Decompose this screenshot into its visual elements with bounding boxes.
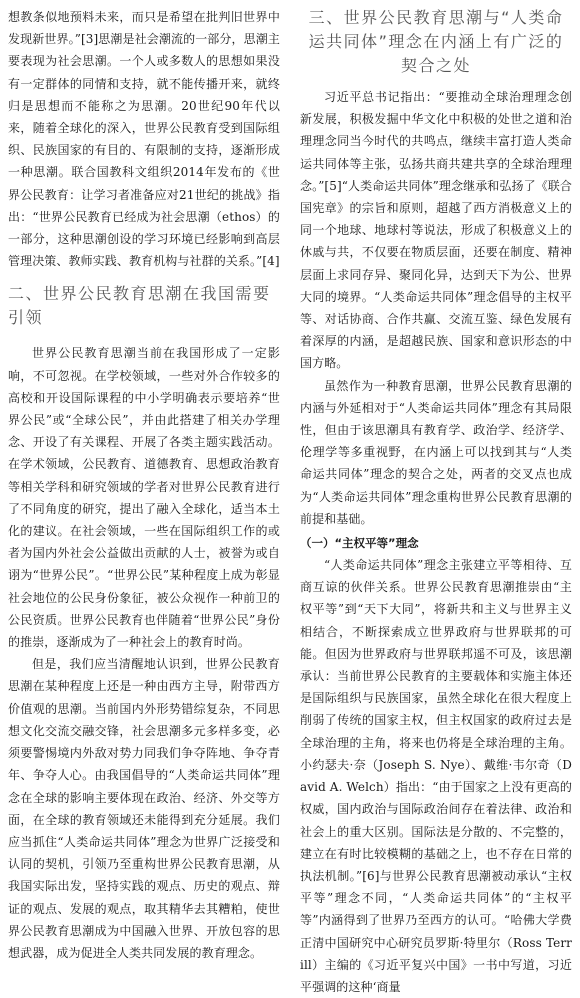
right-column bbox=[300, 6, 572, 998]
paragraph-ethos: 想教条似地预料未来，而只是希望在批判旧世界中发现新世界。”[3]思潮是社会潮流的一部分，思潮主要表现为社会思潮。一个人或多数人的思想如果没有一定群体的同情和支持，就不能传播开来，就终归是思想而不能称之为思潮。20世纪90年代以来，随着全球化的深入，世界公民教育受到国际组织、民族国家的有目的、有限制的支持，逐渐形成一种思潮。联合国教科文组织2014年发布的《世界公民教育：让学习者准备应对21世纪的挑战》指出：“世界公民教育已经成为社会思潮（ethos）的一部分，这种思潮创设的学习环境已经影响到高层管理决策、教师实践、教育机构与社群的关系。”[4] bbox=[8, 10, 280, 269]
subheading-sovereign-equality: （一）“主权平等”理念 bbox=[300, 536, 419, 551]
left-column bbox=[8, 6, 280, 964]
paragraph-sovereign-equality: “人类命运共同体”理念主张建立平等相待、互商互谅的伙伴关系。世界公民教育思潮推崇由“主权平等”到“天下大同”，将新共和主义与世界主义相结合，不断探索成立世界政府与世界联邦的可能。但因为世界政府与世界联邦遥不可及，该思潮承认：当前世界公民教育的主要载体和实施主体还是国际组织与民族国家，虽然全球化在很大程度上削弱了传统的国家主权，但主权国家的政府过去是全球治理的主角，将来也仍将是全球治理的主角。小约瑟夫·奈（Joseph S. Nye）、戴维·韦尔奇（David A. Welch）指出：“由于国家之上没有更高的权威，国内政治与国际政治间存在着法律、政治和社会上的重大区别。国际法是分散的、不完整的，建立在有时比较模糊的基础之上，也不存在日常的执法机制。”[6]与世界公民教育思潮被动承认“主权平等”理念不同，“人类命运共同体”的“主权平等”内涵得到了世界乃至西方的认可。“哈佛大学费正清中国研究中心研究员罗斯·特里尔（Ross Terrill）主编的《习近平复兴中国》一书中写道，习近平强调的这种‘商量 bbox=[300, 558, 572, 994]
paragraph-influence: 世界公民教育思潮当前在我国形成了一定影响，不可忽视。在学校领域，一些对外合作较多的高校和开设国际课程的中小学明确表示要培养“世界公民”或“全球公民”，并由此搭建了相关办学理念、开设了有关课程、开展了各类主题实践活动。在学术领域，公民教育、道德教育、思想政治教育等相关学科和研究领域的学者对世界公民教育进行了不同角度的研究，提出了融入全球化，适当本土化的建议。在社会领域，一些在国际组织工作的或者为国内外社会公益做出贡献的人士，被誉为或自诩为“世界公民”。“世界公民”某种程度上成为彰显社会地位的公民身份象征，被公众视作一种前卫的公民资质。世界公民教育也伴随着“世界公民”身份的推崇，逐渐成为了一种社会上的教育时尚。 bbox=[8, 346, 280, 650]
paragraph-guidance: 但是，我们应当清醒地认识到，世界公民教育思潮在某种程度上还是一种由西方主导，附带西方价值观的思潮。当前国内外形势错综复杂，不同思想文化交流交融交锋，社会思潮多元多样多变，必须要警惕境内外敌对势力同我们争夺阵地、争夺青年、争夺人心。由我国倡导的“人类命运共同体”理念在全球的影响主要体现在政治、经济、外交等方面，在全球的教育领域还未能得到充分延展。我们应当抓住“人类命运共同体”理念为世界广泛接受和认同的契机，引领乃至重构世界公民教育思潮，从我国实际出发，坚持实践的观点、历史的观点、辩证的观点、发展的观点，取其精华去其糟粕，使世界公民教育思潮成为中国融入世界、开放包容的思想武器，成为促进全人类共同发展的教育理念。 bbox=[8, 657, 280, 960]
paragraph-connotation: 虽然作为一种教育思潮，世界公民教育思潮的内涵与外延相对于“人类命运共同体”理念有其局限性，但由于该思潮具有教育学、政治学、经济学、伦理学等多重视野，在内涵上可以找到其与“人类命运共同体”理念的契合之处，两者的交叉点也成为“人类命运共同体”理念重构世界公民教育思潮的前提和基础。 bbox=[300, 378, 572, 526]
paragraph-xi-quote: 习近平总书记指出：“要推动全球治理理念创新发展，积极发掘中华文化中积极的处世之道和治理理念同当今时代的共鸣点，继续丰富打造人类命运共同体等主张，弘扬共商共建共享的全球治理理念。”[5]“人类命运共同体”理念继承和弘扬了《联合国宪章》的宗旨和原则，超越了西方消极意义上的同一个地球、地球村等说法，形成了积极意义上的休戚与共，不仅要在物质层面，还要在制度、精神层面上求同存异、聚同化异，达到天下为公、世界大同的境界。“人类命运共同体”理念倡导的主权平等、对话协商、合作共赢、交流互鉴、绿色发展有着深厚的内涵，是超越民族、国家和意识形态的中国方略。 bbox=[300, 90, 573, 371]
section-heading-2: 二、世界公民教育思潮在我国需要引领 bbox=[8, 284, 271, 328]
section-heading-3: 三、世界公民教育思潮与“人类命运共同体”理念在内涵上有广泛的契合之处 bbox=[308, 8, 564, 75]
